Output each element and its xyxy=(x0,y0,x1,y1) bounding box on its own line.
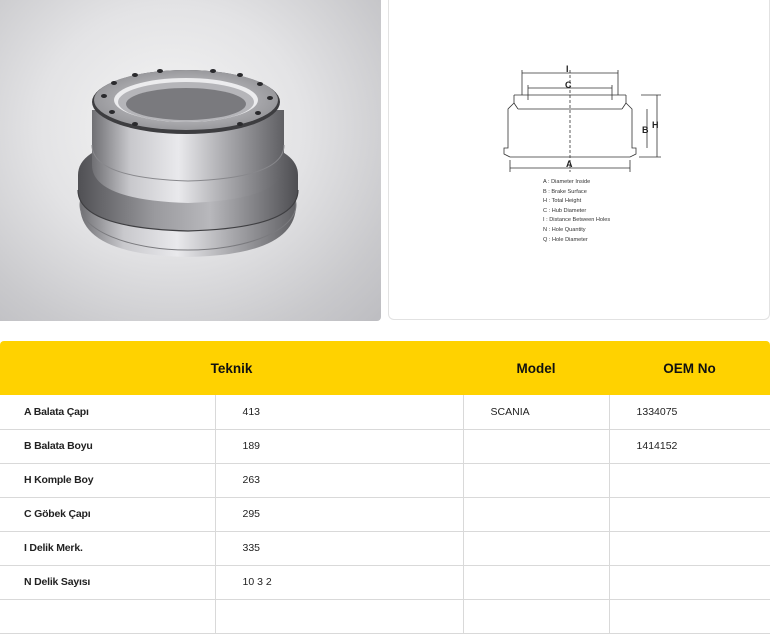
spec-value: 295 xyxy=(215,497,463,531)
diagram-legend xyxy=(543,178,610,245)
oem-value: 1334075 xyxy=(609,395,770,429)
table-row xyxy=(0,463,770,497)
legend-item: H : Total Height xyxy=(543,198,582,205)
technical-diagram xyxy=(388,0,770,320)
dim-label-b: B xyxy=(642,125,649,135)
table-row xyxy=(0,395,770,429)
table-header-row xyxy=(0,341,770,395)
legend-item: C : Hub Diameter xyxy=(543,207,587,214)
spec-label xyxy=(0,599,215,633)
model-value xyxy=(463,429,609,463)
dim-label-h: H xyxy=(652,120,659,130)
header-model: Model xyxy=(516,360,556,376)
legend-item: I : Distance Between Holes xyxy=(543,217,611,224)
model-value xyxy=(463,497,609,531)
header-oem-no: OEM No xyxy=(663,360,716,376)
oem-value xyxy=(609,565,770,599)
legend-item: A : Diameter Inside xyxy=(543,179,591,185)
product-photo xyxy=(0,0,381,321)
dim-label-c: C xyxy=(565,80,572,90)
table-row xyxy=(0,531,770,565)
spec-table xyxy=(0,341,770,634)
model-value xyxy=(463,565,609,599)
header-teknik: Teknik xyxy=(210,360,253,376)
drum-cross-section-drawing xyxy=(389,0,770,320)
spec-label: I Delik Merk. xyxy=(0,531,215,565)
spec-value: 335 xyxy=(215,531,463,565)
spec-label: A Balata Çapı xyxy=(0,395,215,429)
table-row xyxy=(0,565,770,599)
spec-label: H Komple Boy xyxy=(0,463,215,497)
legend-item: B : Brake Surface xyxy=(543,188,587,195)
spec-label: C Göbek Çapı xyxy=(0,497,215,531)
spec-value: 189 xyxy=(215,429,463,463)
model-value: SCANIA xyxy=(463,395,609,429)
model-value xyxy=(463,599,609,633)
oem-value xyxy=(609,599,770,633)
spec-value xyxy=(215,599,463,633)
oem-value: 1414152 xyxy=(609,429,770,463)
brake-drum-image xyxy=(0,0,381,321)
dim-label-a: A xyxy=(566,159,573,169)
spec-value: 263 xyxy=(215,463,463,497)
model-value xyxy=(463,531,609,565)
spec-label: N Delik Sayısı xyxy=(0,565,215,599)
oem-value xyxy=(609,463,770,497)
oem-value xyxy=(609,531,770,565)
spec-label: B Balata Boyu xyxy=(0,429,215,463)
table-row xyxy=(0,599,770,633)
table-row xyxy=(0,497,770,531)
legend-item: N : Hole Quantity xyxy=(543,226,586,233)
spec-value: 10 3 2 xyxy=(215,565,463,599)
table-row xyxy=(0,429,770,463)
legend-item: Q : Hole Diameter xyxy=(543,236,588,243)
model-value xyxy=(463,463,609,497)
spec-value: 413 xyxy=(215,395,463,429)
oem-value xyxy=(609,497,770,531)
dim-label-i: I xyxy=(566,64,569,74)
